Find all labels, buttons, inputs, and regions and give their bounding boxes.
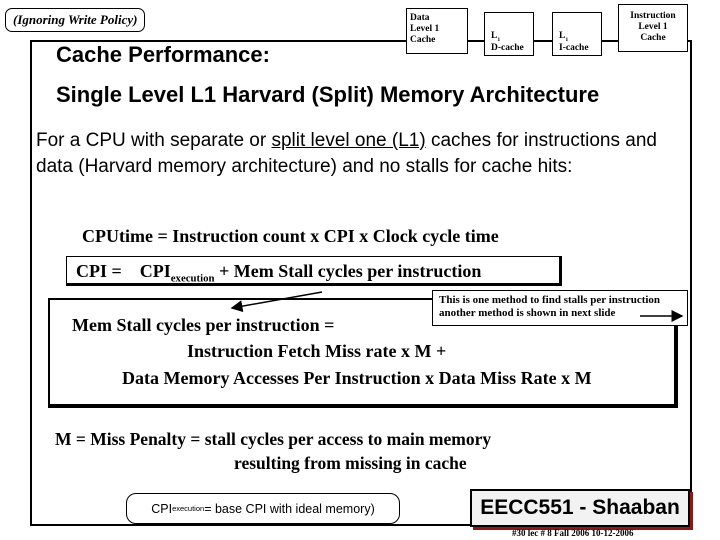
icache-label: I-cache xyxy=(559,43,589,54)
mem-stall-line-3: Data Memory Accesses Per Instruction x Data Miss Rate x M xyxy=(122,368,592,388)
course-brand: EECC551 - Shaaban xyxy=(470,489,690,527)
dcache-label: D-cache xyxy=(491,43,524,54)
cpi-execution-definition xyxy=(126,493,400,524)
cpi-term: CPI xyxy=(139,261,171,281)
intro-underlined: split level one (L1) xyxy=(271,130,426,151)
title-line-1: Cache Performance: xyxy=(56,42,270,67)
cpi-sub: execution xyxy=(170,272,215,285)
l1-icache-label: $L_1$ xyxy=(559,31,569,43)
title-line-2: Single Level L1 Harvard (Split) Memory Architecture xyxy=(56,82,600,107)
intro-text-1: For a CPU with separate or xyxy=(36,130,272,151)
cputime-equation: CPUtime = Instruction count x CPI x Clock cycle time xyxy=(82,226,499,246)
intro-text-2: caches for instructions and data (Harvard memory architecture) and no stalls for cache hits: xyxy=(36,130,657,177)
cpi-lhs: CPI = xyxy=(76,261,122,281)
miss-penalty-line-2: resulting from missing in cache xyxy=(234,453,467,473)
instr-cache-label-1: Instruction xyxy=(630,11,676,21)
cpi-rest: + Mem Stall cycles per instruction xyxy=(214,261,482,281)
mem-stall-line-2: Instruction Fetch Miss rate x M + xyxy=(187,341,447,361)
instr-cache-label-2: Level 1 xyxy=(638,21,668,32)
data-cache-label-1: Data xyxy=(410,13,430,23)
mem-stall-line-1: Mem Stall cycles per instruction = xyxy=(72,315,335,335)
method-note: This is one method to find stalls per instruction another method is shown in next slide xyxy=(432,290,688,326)
instr-cache-label-3: Cache xyxy=(640,32,666,43)
miss-penalty-line-1: M = Miss Penalty = stall cycles per access to main memory xyxy=(55,429,492,449)
write-policy-tag: (Ignoring Write Policy) xyxy=(5,8,145,32)
slide-footer: #30 lec # 8 Fall 2006 10-12-2006 xyxy=(512,528,634,538)
arrow-to-mem-stall xyxy=(232,292,322,308)
cpi-exec-sub: execution xyxy=(172,504,205,513)
data-cache-label-2: Level 1 xyxy=(410,23,440,34)
l1-dcache-label: $L_1$ xyxy=(491,31,501,43)
cpi-exec-term: CPI xyxy=(151,501,173,516)
data-cache-label-3: Cache xyxy=(410,34,436,45)
cpi-exec-rest: = base CPI with ideal memory) xyxy=(204,501,375,516)
